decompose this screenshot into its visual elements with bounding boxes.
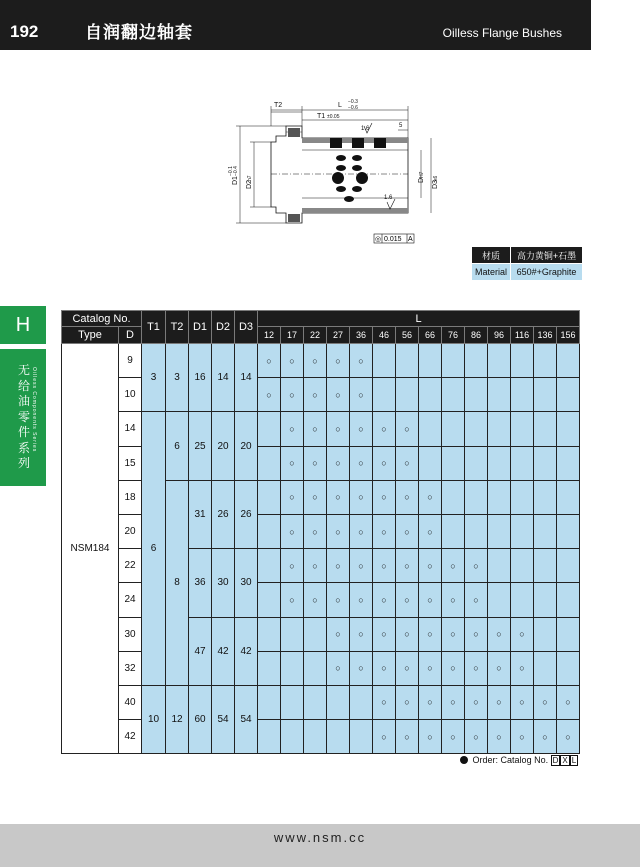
availability-cell: ○ bbox=[465, 549, 488, 583]
material-label-cn: 材质 bbox=[472, 247, 511, 264]
availability-cell bbox=[557, 412, 580, 446]
d3-cell: 26 bbox=[235, 480, 258, 548]
roughness-bottom-label: 1.6 bbox=[384, 195, 393, 201]
availability-cell bbox=[465, 344, 488, 378]
availability-cell bbox=[396, 378, 419, 412]
availability-cell: ○ bbox=[304, 514, 327, 548]
availability-cell: ○ bbox=[488, 617, 511, 651]
d1-cell: 36 bbox=[189, 549, 212, 617]
availability-cell: ○ bbox=[281, 378, 304, 412]
l-value-header: 76 bbox=[442, 327, 465, 344]
availability-cell: ○ bbox=[350, 480, 373, 514]
availability-cell bbox=[488, 412, 511, 446]
availability-cell: ○ bbox=[350, 446, 373, 480]
availability-cell bbox=[511, 344, 534, 378]
availability-cell: ○ bbox=[465, 685, 488, 719]
availability-cell: ○ bbox=[350, 378, 373, 412]
availability-cell bbox=[511, 480, 534, 514]
availability-cell: ○ bbox=[465, 720, 488, 754]
material-label-en: Material bbox=[472, 264, 511, 281]
l-value-header: 22 bbox=[304, 327, 327, 344]
table-row bbox=[62, 514, 580, 548]
availability-cell: ○ bbox=[350, 344, 373, 378]
availability-cell: ○ bbox=[442, 617, 465, 651]
d-cell: 20 bbox=[119, 514, 142, 548]
availability-cell bbox=[511, 514, 534, 548]
t2-cell: 6 bbox=[166, 412, 189, 480]
availability-cell: ○ bbox=[327, 549, 350, 583]
order-bullet-icon bbox=[460, 756, 468, 764]
d-header: D bbox=[119, 327, 142, 344]
d-cell: 18 bbox=[119, 480, 142, 514]
footer-url: www.nsm.cc bbox=[273, 830, 367, 845]
l-value-header: 46 bbox=[373, 327, 396, 344]
availability-cell: ○ bbox=[419, 480, 442, 514]
availability-cell: ○ bbox=[419, 549, 442, 583]
availability-cell bbox=[557, 344, 580, 378]
availability-cell bbox=[488, 446, 511, 480]
table-row bbox=[62, 583, 580, 617]
availability-cell bbox=[258, 583, 281, 617]
d3-label: D3 bbox=[432, 180, 439, 189]
t1-cell: 10 bbox=[142, 685, 166, 753]
d2-cell: 54 bbox=[212, 685, 235, 753]
d2-label: D2 bbox=[246, 180, 253, 189]
availability-cell bbox=[258, 720, 281, 754]
availability-cell bbox=[327, 720, 350, 754]
d1-cell: 60 bbox=[189, 685, 212, 753]
section-title-cn: 无 给 油 零 件 系 列 bbox=[17, 363, 30, 470]
table-row bbox=[62, 651, 580, 685]
l-value-header: 136 bbox=[534, 327, 557, 344]
availability-cell: ○ bbox=[281, 583, 304, 617]
availability-cell bbox=[534, 514, 557, 548]
availability-cell: ○ bbox=[442, 583, 465, 617]
availability-cell: ○ bbox=[465, 651, 488, 685]
availability-cell: ○ bbox=[350, 412, 373, 446]
table-row bbox=[62, 480, 580, 514]
availability-cell: ○ bbox=[396, 412, 419, 446]
availability-cell: ○ bbox=[396, 446, 419, 480]
availability-cell bbox=[534, 583, 557, 617]
availability-cell: ○ bbox=[327, 651, 350, 685]
d2-cell: 20 bbox=[212, 412, 235, 480]
availability-cell bbox=[442, 378, 465, 412]
availability-cell bbox=[511, 583, 534, 617]
d2-cell: 30 bbox=[212, 549, 235, 617]
availability-cell bbox=[350, 685, 373, 719]
availability-cell: ○ bbox=[304, 344, 327, 378]
availability-cell: ○ bbox=[258, 344, 281, 378]
availability-cell: ○ bbox=[350, 549, 373, 583]
table-row bbox=[62, 446, 580, 480]
availability-cell: ○ bbox=[327, 344, 350, 378]
availability-cell: ○ bbox=[304, 412, 327, 446]
availability-cell: ○ bbox=[327, 378, 350, 412]
chamfer-label: 5 bbox=[399, 123, 403, 129]
page-number: 192 bbox=[10, 22, 39, 41]
availability-cell bbox=[557, 617, 580, 651]
availability-cell bbox=[281, 617, 304, 651]
order-code-d: D bbox=[552, 756, 559, 765]
l-value-header: 12 bbox=[258, 327, 281, 344]
availability-cell: ○ bbox=[396, 651, 419, 685]
availability-cell bbox=[419, 378, 442, 412]
availability-cell: ○ bbox=[327, 617, 350, 651]
d-cell: 15 bbox=[119, 446, 142, 480]
availability-cell bbox=[304, 720, 327, 754]
availability-cell bbox=[488, 549, 511, 583]
table-row bbox=[62, 344, 580, 378]
availability-cell bbox=[442, 344, 465, 378]
availability-cell: ○ bbox=[373, 583, 396, 617]
availability-cell: ○ bbox=[373, 617, 396, 651]
availability-cell: ○ bbox=[396, 514, 419, 548]
t2-cell: 8 bbox=[166, 480, 189, 685]
availability-cell: ○ bbox=[419, 651, 442, 685]
availability-cell: ○ bbox=[304, 583, 327, 617]
availability-cell: ○ bbox=[488, 685, 511, 719]
availability-cell bbox=[557, 651, 580, 685]
table-row bbox=[62, 617, 580, 651]
l-value-header: 86 bbox=[465, 327, 488, 344]
availability-cell bbox=[557, 514, 580, 548]
concentricity-symbol: ◎ bbox=[375, 236, 382, 243]
availability-cell bbox=[442, 514, 465, 548]
availability-cell bbox=[419, 344, 442, 378]
t1-tolerance: ±0.05 bbox=[327, 114, 340, 120]
table-row bbox=[62, 720, 580, 754]
availability-cell: ○ bbox=[281, 549, 304, 583]
l-label: L bbox=[338, 102, 342, 109]
type-header: Type bbox=[62, 327, 119, 344]
availability-cell: ○ bbox=[442, 685, 465, 719]
availability-cell bbox=[396, 344, 419, 378]
concentricity-value: 0.015 bbox=[384, 236, 402, 243]
availability-cell bbox=[419, 446, 442, 480]
d-cell: 24 bbox=[119, 583, 142, 617]
availability-cell bbox=[327, 685, 350, 719]
d2-cell: 26 bbox=[212, 480, 235, 548]
t1-label: T1 bbox=[317, 113, 326, 120]
order-label: Order: bbox=[472, 755, 499, 765]
availability-cell: ○ bbox=[373, 480, 396, 514]
availability-cell: ○ bbox=[373, 549, 396, 583]
availability-cell: ○ bbox=[373, 651, 396, 685]
l-value-header: 66 bbox=[419, 327, 442, 344]
table-row bbox=[62, 549, 580, 583]
availability-cell: ○ bbox=[258, 378, 281, 412]
availability-cell bbox=[373, 344, 396, 378]
availability-cell bbox=[488, 480, 511, 514]
d-cell: 32 bbox=[119, 651, 142, 685]
material-value-cn: 高力黄铜+石墨 bbox=[511, 247, 583, 264]
availability-cell bbox=[511, 412, 534, 446]
availability-cell bbox=[350, 720, 373, 754]
availability-cell bbox=[373, 378, 396, 412]
availability-cell bbox=[534, 378, 557, 412]
t1-header: T1 bbox=[142, 311, 166, 344]
d1-cell: 25 bbox=[189, 412, 212, 480]
availability-cell bbox=[511, 549, 534, 583]
availability-cell bbox=[419, 412, 442, 446]
availability-cell: ○ bbox=[327, 514, 350, 548]
catalog-no-header: Catalog No. bbox=[62, 311, 142, 327]
availability-cell: ○ bbox=[442, 651, 465, 685]
availability-cell: ○ bbox=[350, 651, 373, 685]
availability-cell bbox=[281, 651, 304, 685]
availability-cell bbox=[281, 720, 304, 754]
section-tab: H bbox=[0, 306, 46, 344]
d-inner-fit-label: H7 bbox=[419, 171, 425, 178]
order-code-l: L bbox=[571, 756, 577, 765]
roughness-top-label: 1.6 bbox=[361, 126, 370, 132]
d1-header: D1 bbox=[189, 311, 212, 344]
availability-cell: ○ bbox=[304, 446, 327, 480]
availability-cell bbox=[304, 651, 327, 685]
d3-cell: 42 bbox=[235, 617, 258, 685]
availability-cell: ○ bbox=[488, 651, 511, 685]
availability-cell bbox=[557, 480, 580, 514]
availability-cell: ○ bbox=[511, 617, 534, 651]
availability-cell bbox=[534, 651, 557, 685]
availability-cell: ○ bbox=[396, 549, 419, 583]
availability-cell: ○ bbox=[281, 480, 304, 514]
availability-cell bbox=[465, 480, 488, 514]
d-inner-label: D bbox=[418, 177, 425, 183]
availability-cell bbox=[465, 412, 488, 446]
availability-cell: ○ bbox=[281, 514, 304, 548]
availability-cell bbox=[465, 378, 488, 412]
availability-cell bbox=[465, 514, 488, 548]
availability-cell bbox=[258, 480, 281, 514]
availability-cell bbox=[442, 446, 465, 480]
d1-cell: 16 bbox=[189, 344, 212, 412]
availability-cell: ○ bbox=[373, 720, 396, 754]
availability-cell: ○ bbox=[327, 583, 350, 617]
availability-cell bbox=[258, 446, 281, 480]
availability-cell bbox=[534, 412, 557, 446]
availability-cell bbox=[557, 583, 580, 617]
datum-label: A bbox=[408, 236, 413, 243]
availability-cell: ○ bbox=[396, 685, 419, 719]
availability-cell: ○ bbox=[373, 412, 396, 446]
page-title-cn: 自润翻边轴套 bbox=[85, 23, 193, 42]
d2-header: D2 bbox=[212, 311, 235, 344]
availability-cell: ○ bbox=[350, 583, 373, 617]
availability-cell: ○ bbox=[419, 617, 442, 651]
l-value-header: 17 bbox=[281, 327, 304, 344]
t1-cell: 6 bbox=[142, 412, 166, 686]
availability-cell bbox=[258, 685, 281, 719]
availability-cell bbox=[534, 446, 557, 480]
l-tolerance-upper: −0.3 bbox=[348, 99, 358, 105]
l-header: L bbox=[258, 311, 580, 327]
availability-cell bbox=[534, 617, 557, 651]
availability-cell: ○ bbox=[534, 720, 557, 754]
availability-cell bbox=[442, 412, 465, 446]
availability-cell bbox=[534, 480, 557, 514]
availability-cell: ○ bbox=[304, 549, 327, 583]
section-sidebar bbox=[0, 349, 46, 486]
availability-cell: ○ bbox=[373, 446, 396, 480]
availability-cell: ○ bbox=[511, 685, 534, 719]
d-cell: 22 bbox=[119, 549, 142, 583]
availability-cell bbox=[511, 446, 534, 480]
d-cell: 40 bbox=[119, 685, 142, 719]
material-value-en: 650#+Graphite bbox=[511, 264, 583, 281]
availability-cell: ○ bbox=[442, 720, 465, 754]
l-value-header: 156 bbox=[557, 327, 580, 344]
availability-cell: ○ bbox=[373, 514, 396, 548]
availability-cell bbox=[557, 378, 580, 412]
availability-cell bbox=[488, 344, 511, 378]
availability-cell: ○ bbox=[557, 685, 580, 719]
d3-cell: 30 bbox=[235, 549, 258, 617]
d3-cell: 14 bbox=[235, 344, 258, 412]
availability-cell bbox=[465, 446, 488, 480]
table-row bbox=[62, 378, 580, 412]
availability-cell: ○ bbox=[327, 446, 350, 480]
availability-cell: ○ bbox=[557, 720, 580, 754]
t2-cell: 12 bbox=[166, 685, 189, 753]
availability-cell: ○ bbox=[373, 685, 396, 719]
availability-cell: ○ bbox=[419, 514, 442, 548]
d3-header: D3 bbox=[235, 311, 258, 344]
d2-cell: 14 bbox=[212, 344, 235, 412]
availability-cell: ○ bbox=[419, 720, 442, 754]
table-row bbox=[62, 685, 580, 719]
availability-cell: ○ bbox=[396, 583, 419, 617]
d3-fit-label: k6 bbox=[433, 175, 439, 181]
availability-cell bbox=[557, 549, 580, 583]
availability-cell: ○ bbox=[442, 549, 465, 583]
d1-tolerance-lower: −0.4 bbox=[233, 166, 239, 176]
d-cell: 10 bbox=[119, 378, 142, 412]
availability-cell: ○ bbox=[327, 412, 350, 446]
order-text: Catalog No. bbox=[500, 755, 549, 765]
d-cell: 42 bbox=[119, 720, 142, 754]
table-row bbox=[62, 412, 580, 446]
material-table bbox=[471, 246, 583, 281]
l-value-header: 116 bbox=[511, 327, 534, 344]
page-header bbox=[0, 0, 591, 50]
availability-cell bbox=[511, 378, 534, 412]
availability-cell bbox=[304, 685, 327, 719]
specification-table bbox=[61, 310, 580, 754]
d-cell: 14 bbox=[119, 412, 142, 446]
availability-cell bbox=[258, 549, 281, 583]
order-note bbox=[460, 755, 578, 766]
t2-cell: 3 bbox=[166, 344, 189, 412]
d2-fit-label: h7 bbox=[247, 175, 253, 181]
availability-cell bbox=[304, 617, 327, 651]
d3-cell: 54 bbox=[235, 685, 258, 753]
availability-cell: ○ bbox=[281, 344, 304, 378]
availability-cell: ○ bbox=[465, 617, 488, 651]
d3-cell: 20 bbox=[235, 412, 258, 480]
d1-cell: 31 bbox=[189, 480, 212, 548]
t2-header: T2 bbox=[166, 311, 189, 344]
availability-cell bbox=[557, 446, 580, 480]
availability-cell bbox=[258, 617, 281, 651]
availability-cell: ○ bbox=[281, 446, 304, 480]
availability-cell: ○ bbox=[304, 480, 327, 514]
availability-cell bbox=[488, 514, 511, 548]
d-cell: 30 bbox=[119, 617, 142, 651]
l-value-header: 56 bbox=[396, 327, 419, 344]
d1-label: D1 bbox=[232, 176, 239, 185]
l-value-header: 27 bbox=[327, 327, 350, 344]
d-cell: 9 bbox=[119, 344, 142, 378]
t2-label: T2 bbox=[274, 102, 283, 109]
d1-cell: 47 bbox=[189, 617, 212, 685]
d2-cell: 42 bbox=[212, 617, 235, 685]
page-title-en: Oilless Flange Bushes bbox=[442, 26, 562, 40]
availability-cell bbox=[442, 480, 465, 514]
section-title-en: Oilless Components Series bbox=[31, 367, 37, 453]
availability-cell: ○ bbox=[327, 480, 350, 514]
availability-cell bbox=[258, 651, 281, 685]
availability-cell: ○ bbox=[488, 720, 511, 754]
availability-cell bbox=[488, 378, 511, 412]
availability-cell: ○ bbox=[465, 583, 488, 617]
l-value-header: 96 bbox=[488, 327, 511, 344]
availability-cell: ○ bbox=[396, 480, 419, 514]
bush-technical-drawing bbox=[226, 96, 440, 246]
availability-cell: ○ bbox=[281, 412, 304, 446]
availability-cell: ○ bbox=[396, 720, 419, 754]
t1-cell: 3 bbox=[142, 344, 166, 412]
availability-cell bbox=[534, 549, 557, 583]
availability-cell bbox=[534, 344, 557, 378]
l-tolerance-lower: −0.6 bbox=[348, 105, 358, 111]
availability-cell bbox=[488, 583, 511, 617]
availability-cell: ○ bbox=[304, 378, 327, 412]
order-code-x: X bbox=[562, 756, 568, 765]
availability-cell: ○ bbox=[419, 583, 442, 617]
availability-cell bbox=[258, 514, 281, 548]
d1-tolerance-upper: −0.1 bbox=[228, 166, 234, 176]
availability-cell: ○ bbox=[511, 651, 534, 685]
availability-cell: ○ bbox=[350, 617, 373, 651]
l-value-header: 36 bbox=[350, 327, 373, 344]
type-cell: NSM184 bbox=[62, 344, 119, 754]
availability-cell bbox=[281, 685, 304, 719]
availability-cell: ○ bbox=[534, 685, 557, 719]
availability-cell bbox=[258, 412, 281, 446]
availability-cell: ○ bbox=[419, 685, 442, 719]
availability-cell: ○ bbox=[511, 720, 534, 754]
availability-cell: ○ bbox=[396, 617, 419, 651]
page-footer bbox=[0, 824, 640, 867]
availability-cell: ○ bbox=[350, 514, 373, 548]
